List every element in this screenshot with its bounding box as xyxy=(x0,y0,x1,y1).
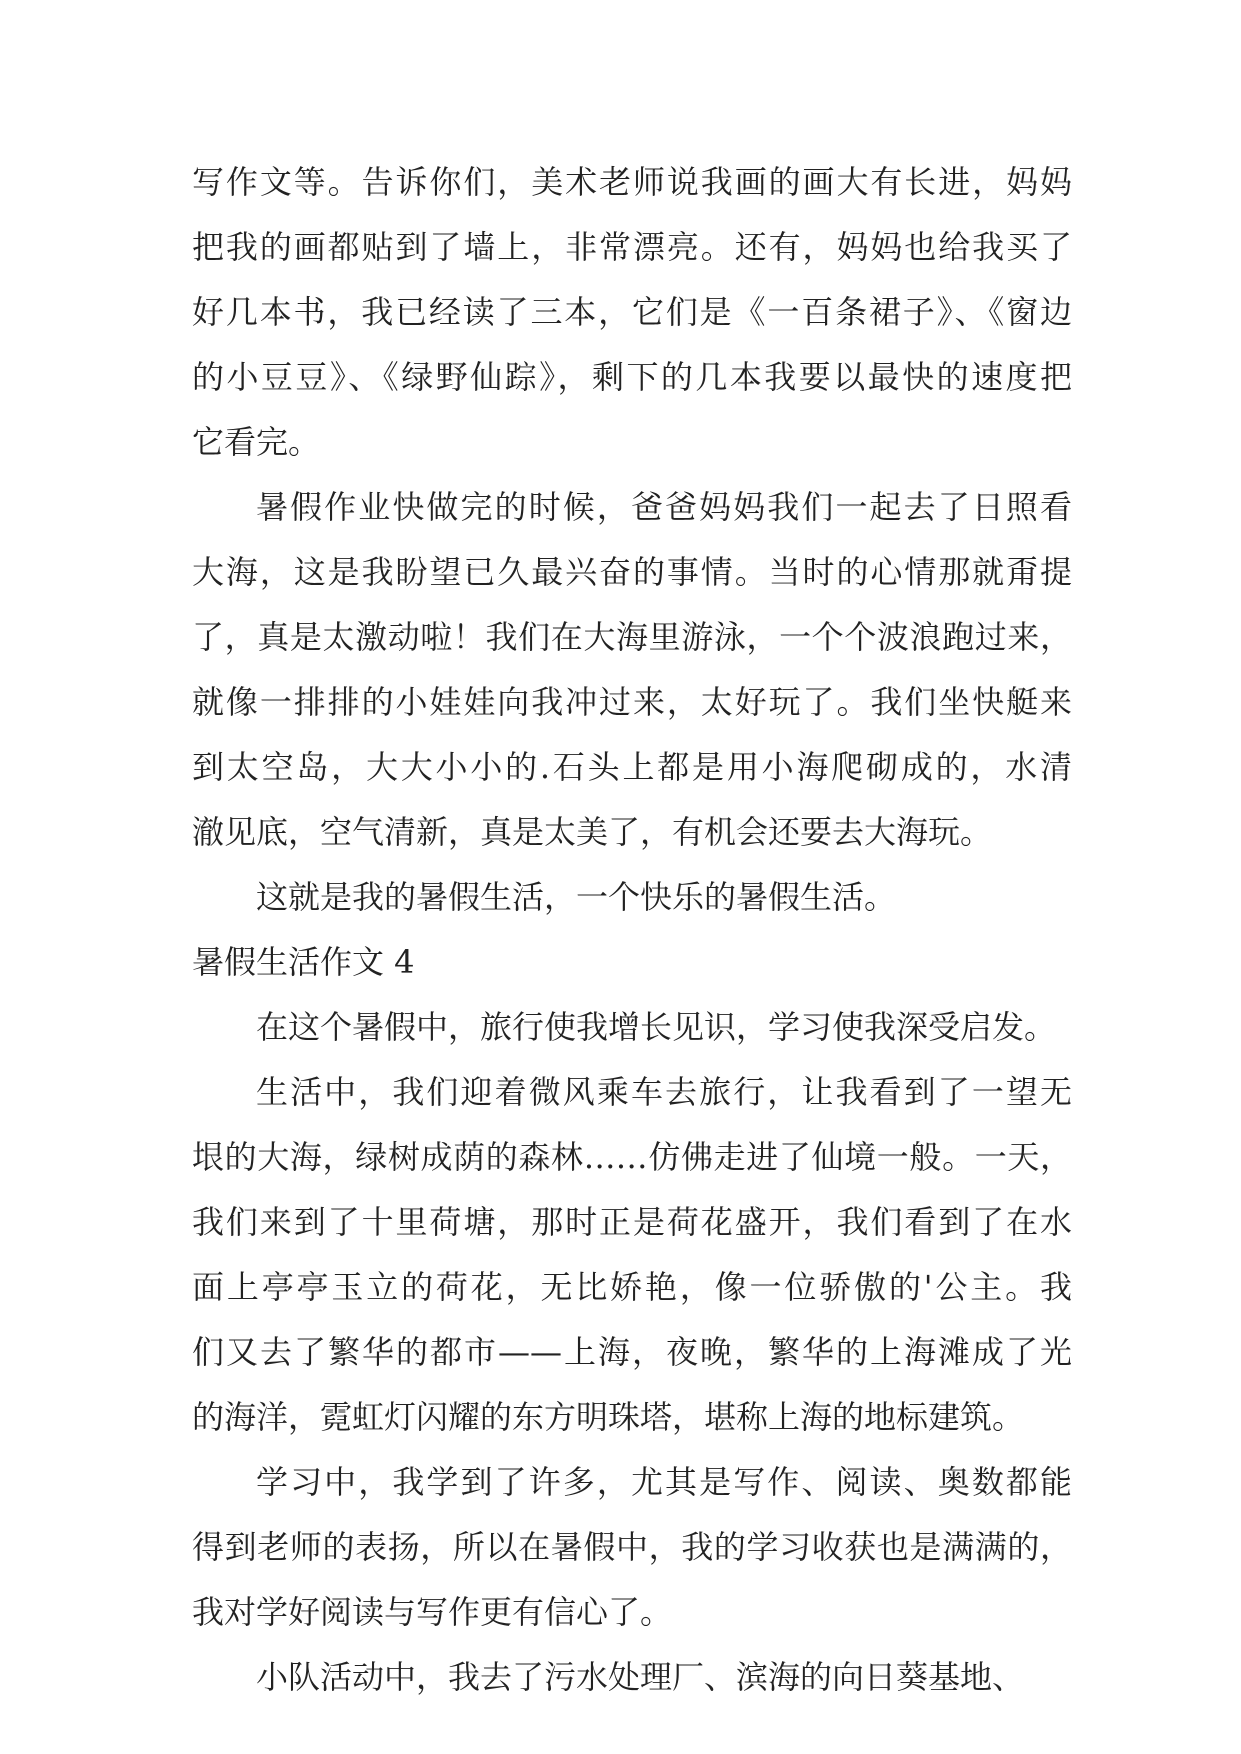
text-line: 得到老师的表扬，所以在暑假中，我的学习收获也是满满的， xyxy=(192,1528,1072,1566)
text-line: 学习中，我学到了许多，尤其是写作、阅读、奥数都能 xyxy=(256,1463,1072,1501)
paragraph-7 xyxy=(192,1645,1072,1710)
text-line: 在这个暑假中，旅行使我增长见识，学习使我深受启发。 xyxy=(256,1008,1057,1046)
text-line: 好几本书，我已经读了三本，它们是《一百条裙子》、《窗边 xyxy=(192,293,1072,331)
text-line: 把我的画都贴到了墙上，非常漂亮。还有，妈妈也给我买了 xyxy=(192,228,1072,266)
text-line: 面上亭亭玉立的荷花，无比娇艳，像一位骄傲的'公主。我 xyxy=(192,1268,1072,1306)
text-line: 的小豆豆》、《绿野仙踪》，剩下的几本我要以最快的速度把 xyxy=(192,358,1072,396)
text-line: 生活中，我们迎着微风乘车去旅行，让我看到了一望无 xyxy=(256,1073,1072,1111)
paragraph-3 xyxy=(192,865,1072,930)
paragraph-2 xyxy=(192,475,1072,865)
text-line: 这就是我的暑假生活，一个快乐的暑假生活。 xyxy=(256,878,897,916)
text-line: 了，真是太激动啦！我们在大海里游泳，一个个波浪跑过来， xyxy=(192,618,1072,656)
document-body xyxy=(192,150,1072,1710)
text-line: 澈见底，空气清新，真是太美了，有机会还要去大海玩。 xyxy=(192,813,993,851)
text-line: 它看完。 xyxy=(192,423,321,461)
text-line: 写作文等。告诉你们，美术老师说我画的画大有长进，妈妈 xyxy=(192,163,1072,201)
text-line: 大海，这是我盼望已久最兴奋的事情。当时的心情那就甭提 xyxy=(192,553,1072,591)
paragraph-6 xyxy=(192,1450,1072,1645)
text-line: 暑假作业快做完的时候，爸爸妈妈我们一起去了日照看 xyxy=(256,488,1072,526)
text-line: 我对学好阅读与写作更有信心了。 xyxy=(192,1593,673,1631)
text-line: 们又去了繁华的都市——上海，夜晚，繁华的上海滩成了光 xyxy=(192,1333,1072,1371)
paragraph-5 xyxy=(192,1060,1072,1450)
paragraph-4 xyxy=(192,995,1072,1060)
text-line: 就像一排排的小娃娃向我冲过来，太好玩了。我们坐快艇来 xyxy=(192,683,1072,721)
section-title: 暑假生活作文 4 xyxy=(192,943,415,981)
text-line: 我们来到了十里荷塘，那时正是荷花盛开，我们看到了在水 xyxy=(192,1203,1072,1241)
text-line: 的海洋，霓虹灯闪耀的东方明珠塔，堪称上海的地标建筑。 xyxy=(192,1398,1025,1436)
text-line: 到太空岛，大大小小的.石头上都是用小海爬砌成的，水清 xyxy=(192,748,1072,786)
text-line: 垠的大海，绿树成荫的森林……仿佛走进了仙境一般。一天， xyxy=(192,1138,1072,1176)
text-line: 小队活动中，我去了污水处理厂、滨海的向日葵基地、 xyxy=(256,1658,1025,1696)
paragraph-1 xyxy=(192,150,1072,475)
